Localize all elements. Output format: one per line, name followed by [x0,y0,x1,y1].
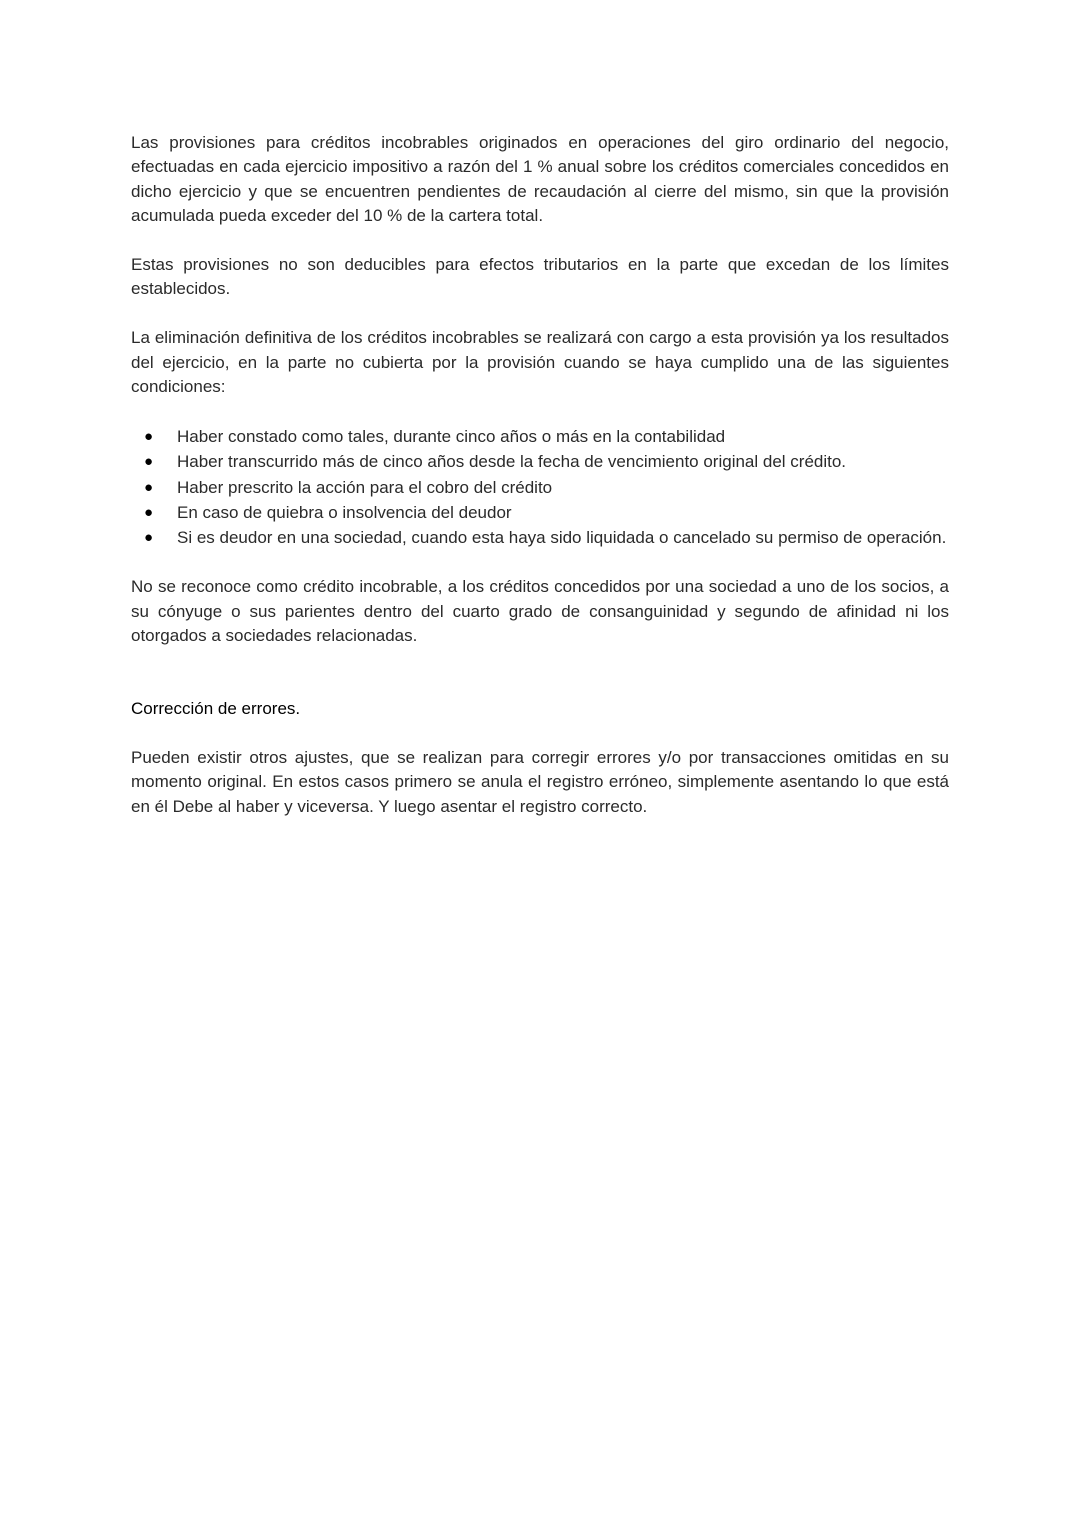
list-item-text: Haber transcurrido más de cinco años desde la fecha de vencimiento original del crédito. [177,452,847,472]
paragraph-ajustes: Pueden existir otros ajustes, que se realizan para corregir errores y/o por transacciones omitidas en su momento original. En estos casos primero se anula el registro erróneo, simplemente asentando lo que está en él Debe al haber y viceversa. Y luego asentar el registro correcto. [131,748,949,816]
paragraph-no-reconoce: No se reconoce como crédito incobrable, a los créditos concedidos por una sociedad a uno de los socios, a su cónyuge o sus parientes dentro del cuarto grado de consanguinidad y segundo de afinidad ni los otorgados a sociedades relacionadas. [131,577,949,646]
bullet-icon: ● [144,529,154,547]
section-heading: Corrección de errores. [131,699,301,719]
list-item-text: En caso de quiebra o insolvencia del deudor [177,503,512,523]
list-item-text: Haber constado como tales, durante cinco años o más en la contabilidad [177,426,726,446]
list-item [131,500,949,525]
bullet-icon: ● [144,453,154,471]
paragraph-eliminacion: La eliminación definitiva de los créditos incobrables se realizará con cargo a esta provisión ya los resultados del ejercicio, en la parte no cubierta por la provisión cuando se haya cumplido una de las siguientes condiciones: [131,328,949,397]
conditions-list [131,424,949,551]
list-item [131,424,949,449]
list-item [131,475,949,500]
bullet-icon: ● [144,478,154,496]
list-item-text: Haber prescrito la acción para el cobro del crédito [177,477,553,497]
paragraph-deducibles: Estas provisiones no son deducibles para efectos tributarios en la parte que excedan de los límites establecidos. [131,255,949,299]
list-item [131,525,949,550]
list-item [131,449,949,474]
list-item-text: Si es deudor en una sociedad, cuando esta haya sido liquidada o cancelado su permiso de operación. [177,528,947,548]
bullet-icon: ● [144,504,154,522]
bullet-icon: ● [144,427,154,445]
paragraph-provisiones: Las provisiones para créditos incobrables originados en operaciones del giro ordinario del negocio, efectuadas en cada ejercicio impositivo a razón del 1 % anual sobre los créditos comerciales concedidos en dicho ejercicio y que se encuentren pendientes de recaudación al cierre del mismo, sin que la provisión acumulada pueda exceder del 10 % de la cartera total. [131,133,949,226]
document-page [131,131,949,819]
